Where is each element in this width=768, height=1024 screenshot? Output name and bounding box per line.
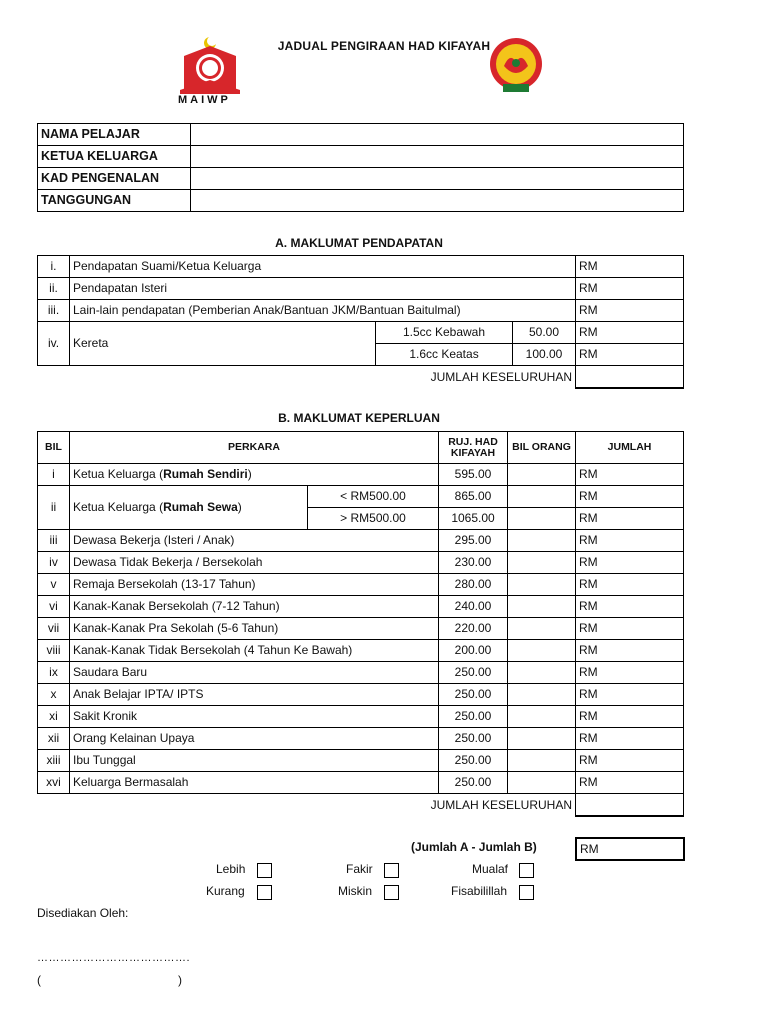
rate-value: 865.00 <box>439 486 508 508</box>
miskin-checkbox[interactable] <box>384 885 399 900</box>
row-label: Anak Belajar IPTA/ IPTS <box>70 684 439 706</box>
rate-value: 1065.00 <box>439 508 508 530</box>
rate-value: 250.00 <box>439 772 508 794</box>
row-number: xiii <box>38 750 70 772</box>
amount-field[interactable]: RM <box>576 278 684 300</box>
col-header-bil: BIL <box>38 432 70 464</box>
row-number: ix <box>38 662 70 684</box>
row-number: iii <box>38 530 70 552</box>
needs-row <box>38 552 684 574</box>
income-total-row <box>38 366 684 389</box>
rate-value: 220.00 <box>439 618 508 640</box>
income-row <box>38 256 684 278</box>
page-title: JADUAL PENGIRAAN HAD KIFAYAH <box>277 39 491 53</box>
row-label: Kanak-Kanak Tidak Bersekolah (4 Tahun Ke Bawah) <box>70 640 439 662</box>
amount-field[interactable]: RM <box>576 706 684 728</box>
student-info-table <box>37 123 684 212</box>
count-field[interactable] <box>508 706 576 728</box>
needs-row-rent <box>38 486 684 508</box>
row-number: iv <box>38 552 70 574</box>
count-field[interactable] <box>508 486 576 508</box>
row-number: viii <box>38 640 70 662</box>
student-name-field[interactable] <box>191 124 684 146</box>
needs-row <box>38 574 684 596</box>
section-b-title: B. MAKLUMAT KEPERLUAN <box>278 411 440 425</box>
rate-value: 250.00 <box>439 750 508 772</box>
rate-value: 250.00 <box>439 728 508 750</box>
ic-number-field[interactable] <box>191 168 684 190</box>
row-label: Sakit Kronik <box>70 706 439 728</box>
rate-value: 280.00 <box>439 574 508 596</box>
amount-field[interactable]: RM <box>576 256 684 278</box>
count-field[interactable] <box>508 530 576 552</box>
row-number: v <box>38 574 70 596</box>
needs-row <box>38 750 684 772</box>
amount-field[interactable]: RM <box>576 750 684 772</box>
count-field[interactable] <box>508 684 576 706</box>
mualaf-checkbox[interactable] <box>519 863 534 878</box>
rate-value: 295.00 <box>439 530 508 552</box>
prepared-by-label: Disediakan Oleh: <box>37 906 129 920</box>
amount-field[interactable]: RM <box>576 486 684 508</box>
rate-value: 230.00 <box>439 552 508 574</box>
income-row-car <box>38 322 684 344</box>
needs-row <box>38 662 684 684</box>
rate-value: 240.00 <box>439 596 508 618</box>
row-label: Lain-lain pendapatan (Pemberian Anak/Bantuan JKM/Bantuan Baitulmal) <box>70 300 576 322</box>
option-fakir-label: Fakir <box>346 862 373 876</box>
row-number: vi <box>38 596 70 618</box>
amount-field[interactable]: RM <box>576 640 684 662</box>
row-label: Ibu Tunggal <box>70 750 439 772</box>
majlis-agama-logo <box>483 36 549 96</box>
rate-value: 595.00 <box>439 464 508 486</box>
fisabilillah-checkbox[interactable] <box>519 885 534 900</box>
row-number: ii <box>38 486 70 530</box>
row-label: Dewasa Tidak Bekerja / Bersekolah <box>70 552 439 574</box>
row-label: Ketua Keluarga (Rumah Sewa) <box>70 486 308 530</box>
family-head-field[interactable] <box>191 146 684 168</box>
signature-line[interactable]: …………………………………. <box>37 952 191 964</box>
needs-row <box>38 640 684 662</box>
amount-field[interactable]: RM <box>576 464 684 486</box>
count-field[interactable] <box>508 640 576 662</box>
row-number: i. <box>38 256 70 278</box>
row-label: Saudara Baru <box>70 662 439 684</box>
name-bracket-close: ) <box>178 973 182 987</box>
income-total-field[interactable] <box>576 366 684 389</box>
row-number: xvi <box>38 772 70 794</box>
income-row <box>38 300 684 322</box>
needs-total-row <box>38 794 684 817</box>
needs-row <box>38 618 684 640</box>
col-header-jumlah: JUMLAH <box>576 432 684 464</box>
total-label: JUMLAH KESELURUHAN <box>430 369 572 384</box>
row-label: Kanak-Kanak Pra Sekolah (5-6 Tahun) <box>70 618 439 640</box>
amount-field[interactable]: RM <box>576 662 684 684</box>
rate-value: 250.00 <box>439 662 508 684</box>
amount-field[interactable]: RM <box>576 530 684 552</box>
count-field[interactable] <box>508 750 576 772</box>
maiwp-logo-label: MAIWP <box>178 94 231 106</box>
option-lebih-label: Lebih <box>216 862 246 876</box>
row-label: Orang Kelainan Upaya <box>70 728 439 750</box>
row-label: Dewasa Bekerja (Isteri / Anak) <box>70 530 439 552</box>
lebih-checkbox[interactable] <box>257 863 272 878</box>
amount-field[interactable]: RM <box>576 300 684 322</box>
row-number: x <box>38 684 70 706</box>
row-label: Ketua Keluarga (Rumah Sendiri) <box>70 464 439 486</box>
needs-row <box>38 530 684 552</box>
needs-row <box>38 596 684 618</box>
row-number: xi <box>38 706 70 728</box>
amount-field[interactable]: RM <box>576 772 684 794</box>
info-label: NAMA PELAJAR <box>38 124 191 146</box>
car-option-value: 50.00 <box>513 322 576 344</box>
amount-field[interactable]: RM <box>576 618 684 640</box>
row-label: Kanak-Kanak Bersekolah (7-12 Tahun) <box>70 596 439 618</box>
row-label: Keluarga Bermasalah <box>70 772 439 794</box>
rate-value: 250.00 <box>439 706 508 728</box>
count-field[interactable] <box>508 596 576 618</box>
row-label: Kereta <box>70 322 376 366</box>
amount-field[interactable]: RM <box>576 596 684 618</box>
row-number: ii. <box>38 278 70 300</box>
info-row-dependents <box>38 190 684 212</box>
rate-value: 250.00 <box>439 684 508 706</box>
name-bracket-open: ( <box>37 973 41 987</box>
amount-field[interactable]: RM <box>576 574 684 596</box>
section-a-title: A. MAKLUMAT PENDAPATAN <box>275 236 443 250</box>
rent-option-label: < RM500.00 <box>308 486 439 508</box>
car-option-label: 1.5cc Kebawah <box>376 322 513 344</box>
needs-table <box>37 431 684 817</box>
col-header-perkara: PERKARA <box>70 432 439 464</box>
amount-field[interactable]: RM <box>576 728 684 750</box>
count-field[interactable] <box>508 574 576 596</box>
info-label: KAD PENGENALAN <box>38 168 191 190</box>
car-option-value: 100.00 <box>513 344 576 366</box>
needs-total-field[interactable] <box>576 794 684 817</box>
count-field[interactable] <box>508 552 576 574</box>
kurang-checkbox[interactable] <box>257 885 272 900</box>
option-fisabilillah-label: Fisabilillah <box>451 884 508 898</box>
rate-value: 200.00 <box>439 640 508 662</box>
col-header-bil-orang: BIL ORANG <box>508 432 576 464</box>
info-label: KETUA KELUARGA <box>38 146 191 168</box>
difference-label: (Jumlah A - Jumlah B) <box>411 840 537 854</box>
row-label: Remaja Bersekolah (13-17 Tahun) <box>70 574 439 596</box>
info-row-ic <box>38 168 684 190</box>
income-table <box>37 255 684 389</box>
amount-field[interactable]: RM <box>576 322 684 344</box>
row-number: iv. <box>38 322 70 366</box>
amount-field[interactable]: RM <box>576 684 684 706</box>
amount-field[interactable]: RM <box>576 344 684 366</box>
count-field[interactable] <box>508 618 576 640</box>
dependents-field[interactable] <box>191 190 684 212</box>
amount-field[interactable]: RM <box>576 508 684 530</box>
option-kurang-label: Kurang <box>206 884 245 898</box>
needs-row <box>38 706 684 728</box>
row-label: Pendapatan Suami/Ketua Keluarga <box>70 256 576 278</box>
rent-option-label: > RM500.00 <box>308 508 439 530</box>
needs-row <box>38 684 684 706</box>
difference-field[interactable]: RM <box>575 837 685 861</box>
needs-table-header <box>38 432 684 464</box>
option-miskin-label: Miskin <box>338 884 373 898</box>
info-row-name <box>38 124 684 146</box>
total-label: JUMLAH KESELURUHAN <box>430 797 573 812</box>
row-label: Pendapatan Isteri <box>70 278 576 300</box>
row-number: xii <box>38 728 70 750</box>
amount-field[interactable]: RM <box>576 552 684 574</box>
income-row <box>38 278 684 300</box>
car-option-label: 1.6cc Keatas <box>376 344 513 366</box>
needs-row <box>38 464 684 486</box>
info-label: TANGGUNGAN <box>38 190 191 212</box>
fakir-checkbox[interactable] <box>384 863 399 878</box>
info-row-head <box>38 146 684 168</box>
row-number: i <box>38 464 70 486</box>
col-header-ruj: RUJ. HAD KIFAYAH <box>439 432 508 464</box>
count-field[interactable] <box>508 508 576 530</box>
count-field[interactable] <box>508 464 576 486</box>
needs-row <box>38 772 684 794</box>
count-field[interactable] <box>508 662 576 684</box>
option-mualaf-label: Mualaf <box>472 862 509 876</box>
count-field[interactable] <box>508 772 576 794</box>
needs-row <box>38 728 684 750</box>
row-number: iii. <box>38 300 70 322</box>
row-number: vii <box>38 618 70 640</box>
count-field[interactable] <box>508 728 576 750</box>
